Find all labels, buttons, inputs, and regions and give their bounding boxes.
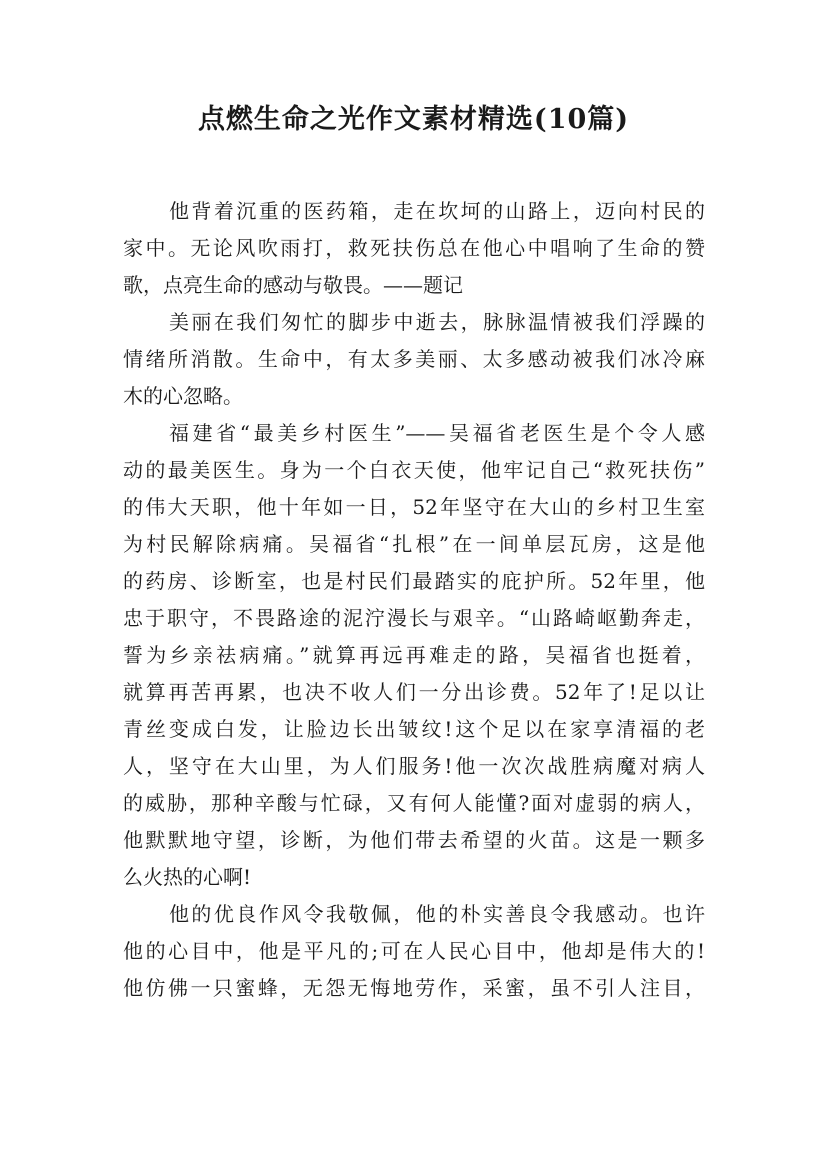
paragraph-3 — [123, 415, 705, 896]
text-line: 誓为乡亲祛病痛。”就算再远再难走的路，吴福省也挺着， — [123, 643, 705, 667]
text-line: 美丽在我们匆忙的脚步中逝去，脉脉温情被我们浮躁的 — [169, 310, 705, 334]
text-line: 他的优良作风令我敬佩，他的朴实善良令我感动。也许 — [169, 902, 705, 926]
text-line: 青丝变成白发，让脸边长出皱纹!这个足以在家享清福的老 — [123, 717, 705, 741]
text-line: 家中。无论风吹雨打，救死扶伤总在他心中唱响了生命的赞 — [123, 236, 705, 260]
text-line: 的威胁，那种辛酸与忙碌，又有何人能懂?面对虚弱的病人， — [123, 791, 705, 815]
text-line: 情绪所消散。生命中，有太多美丽、太多感动被我们冰冷麻 — [123, 347, 705, 371]
document-title: 点燃生命之光作文素材精选(10篇) — [197, 104, 630, 135]
text-line: 歌，点亮生命的感动与敬畏。——题记 — [123, 273, 463, 297]
paragraph-1 — [123, 193, 705, 304]
text-line: 他默默地守望，诊断，为他们带去希望的火苗。这是一颗多 — [123, 828, 705, 852]
text-line: 他的心目中，他是平凡的;可在人民心目中，他却是伟大的! — [123, 939, 705, 963]
text-line: 他仿佛一只蜜蜂，无怨无悔地劳作，采蜜，虽不引人注目， — [123, 976, 705, 1000]
text-line: 么火热的心啊! — [123, 865, 252, 889]
text-line: 的伟大天职，他十年如一日，52年坚守在大山的乡村卫生室 — [123, 495, 705, 519]
paragraph-4 — [123, 896, 705, 1007]
text-line: 忠于职守，不畏路途的泥泞漫长与艰辛。“山路崎岖勤奔走， — [123, 606, 705, 630]
text-line: 动的最美医生。身为一个白衣天使，他牢记自己“救死扶伤” — [123, 458, 705, 482]
text-line: 人，坚守在大山里，为人们服务!他一次次战胜病魔对病人 — [123, 754, 705, 778]
text-line: 就算再苦再累，也决不收人们一分出诊费。52年了!足以让 — [123, 680, 705, 704]
paragraph-2 — [123, 304, 705, 415]
text-line: 他背着沉重的医药箱，走在坎坷的山路上，迈向村民的 — [169, 199, 705, 223]
document-body — [123, 193, 705, 1007]
text-line: 的药房、诊断室，也是村民们最踏实的庇护所。52年里，他 — [123, 569, 705, 593]
text-line: 为村民解除病痛。吴福省“扎根”在一间单层瓦房，这是他 — [123, 532, 705, 556]
text-line: 木的心忽略。 — [123, 384, 243, 408]
text-line: 福建省“最美乡村医生”——吴福省老医生是个令人感 — [169, 421, 705, 445]
